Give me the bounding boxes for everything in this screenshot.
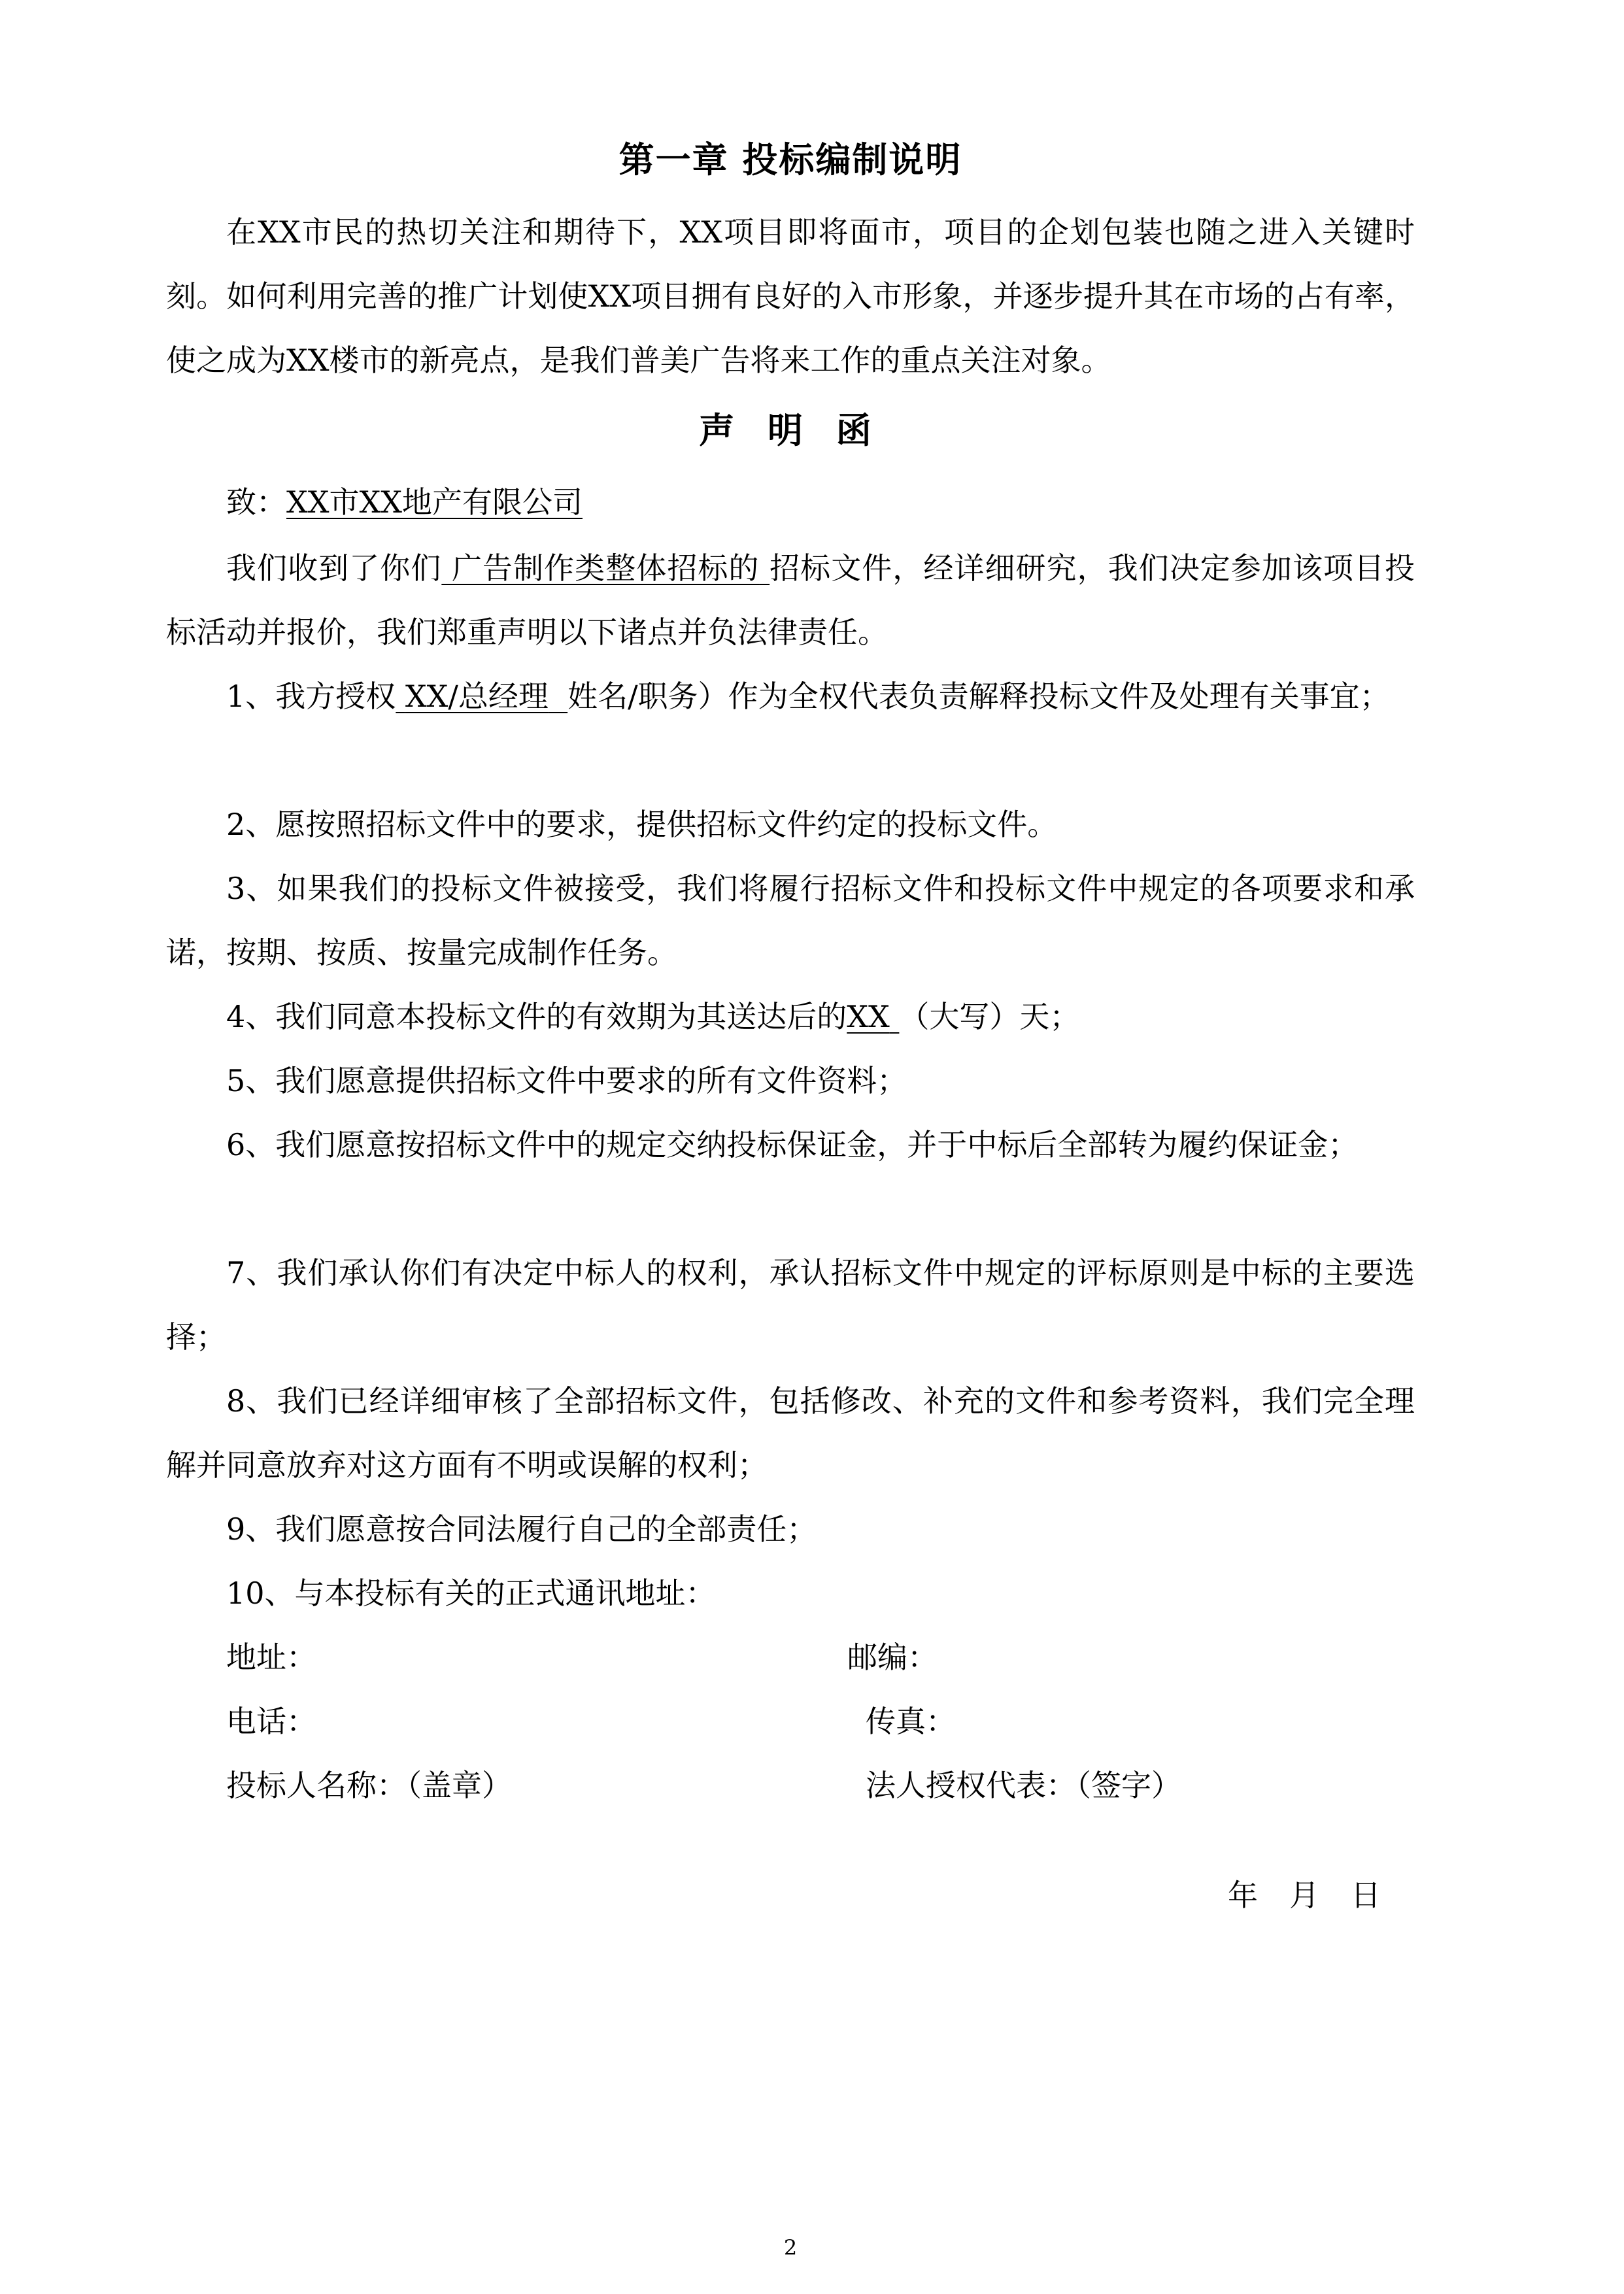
recipient-company: XX市XX地产有限公司 xyxy=(286,484,583,520)
item-5: 5、我们愿意提供招标文件中要求的所有文件资料； xyxy=(226,1063,907,1098)
date-day: 日 xyxy=(1351,1878,1381,1913)
recipient-label: 致： xyxy=(226,484,286,520)
intro-paragraph: 在XX市民的热切关注和期待下，XX项目即将面市，项目的企划包装也随之进入关键时刻。如何利用完善的推广计划使XX项目拥有良好的入市形象，并逐步提升其在市场的占有率，使之成为XX楼市的新亮点，是我们普美广告将来工作的重点关注对象。 xyxy=(166,214,1415,378)
item-4-fill: XX xyxy=(847,999,890,1034)
item-1-fill: XX/总经理 xyxy=(405,679,549,714)
item-7: 7、我们承认你们有决定中标人的权利，承认招标文件中规定的评标原则是中标的主要选择； xyxy=(166,1255,1415,1355)
fax-label: 传真： xyxy=(866,1704,956,1739)
signature-date xyxy=(1228,1863,1381,1927)
postcode-label: 邮编： xyxy=(847,1640,938,1675)
date-year: 年 xyxy=(1228,1878,1258,1913)
opening-text-b: 招标文件，经详细研究，我们决定参加该项目投标活动并报价，我们郑重声明以下诸点并负法律责任。 xyxy=(166,550,1415,650)
recipient-line xyxy=(226,470,583,534)
item-9: 9、我们愿意按合同法履行自己的全部责任； xyxy=(226,1511,817,1547)
document-page xyxy=(166,0,1415,2294)
item-10: 10、与本投标有关的正式通讯地址： xyxy=(226,1576,716,1611)
declaration-title: 声 明 函 xyxy=(699,409,882,451)
item-1: 1、我方授权 XX/总经理 姓名/职务）作为全权代表负责解释投标文件及处理有关事宜； xyxy=(226,679,1390,714)
page-number: 2 xyxy=(783,2235,798,2260)
item-4: 4、我们同意本投标文件的有效期为其送达后的XX （大写）天； xyxy=(226,999,1080,1034)
date-month: 月 xyxy=(1289,1878,1319,1913)
legal-rep-label: 法人授权代表：（签字） xyxy=(866,1768,1181,1803)
bidder-name-label: 投标人名称：（盖章） xyxy=(226,1768,512,1803)
opening-paragraph xyxy=(166,536,1415,664)
item-3: 3、如果我们的投标文件被接受，我们将履行招标文件和投标文件中规定的各项要求和承诺，按期、按质、按量完成制作任务。 xyxy=(166,871,1415,970)
opening-text-a: 我们收到了你们 xyxy=(226,550,442,586)
address-label: 地址： xyxy=(226,1640,316,1675)
item-2: 2、愿按照招标文件中的要求，提供招标文件约定的投标文件。 xyxy=(226,807,1058,842)
item-6: 6、我们愿意按招标文件中的规定交纳投标保证金，并于中标后全部转为履约保证金； xyxy=(226,1127,1359,1162)
item-8: 8、我们已经详细审核了全部招标文件，包括修改、补充的文件和参考资料，我们完全理解并同意放弃对这方面有不明或误解的权利； xyxy=(166,1383,1415,1483)
phone-label: 电话： xyxy=(226,1704,316,1739)
chapter-title: 第一章 投标编制说明 xyxy=(618,139,962,180)
opening-fill: 广告制作类整体招标的 xyxy=(452,550,760,586)
